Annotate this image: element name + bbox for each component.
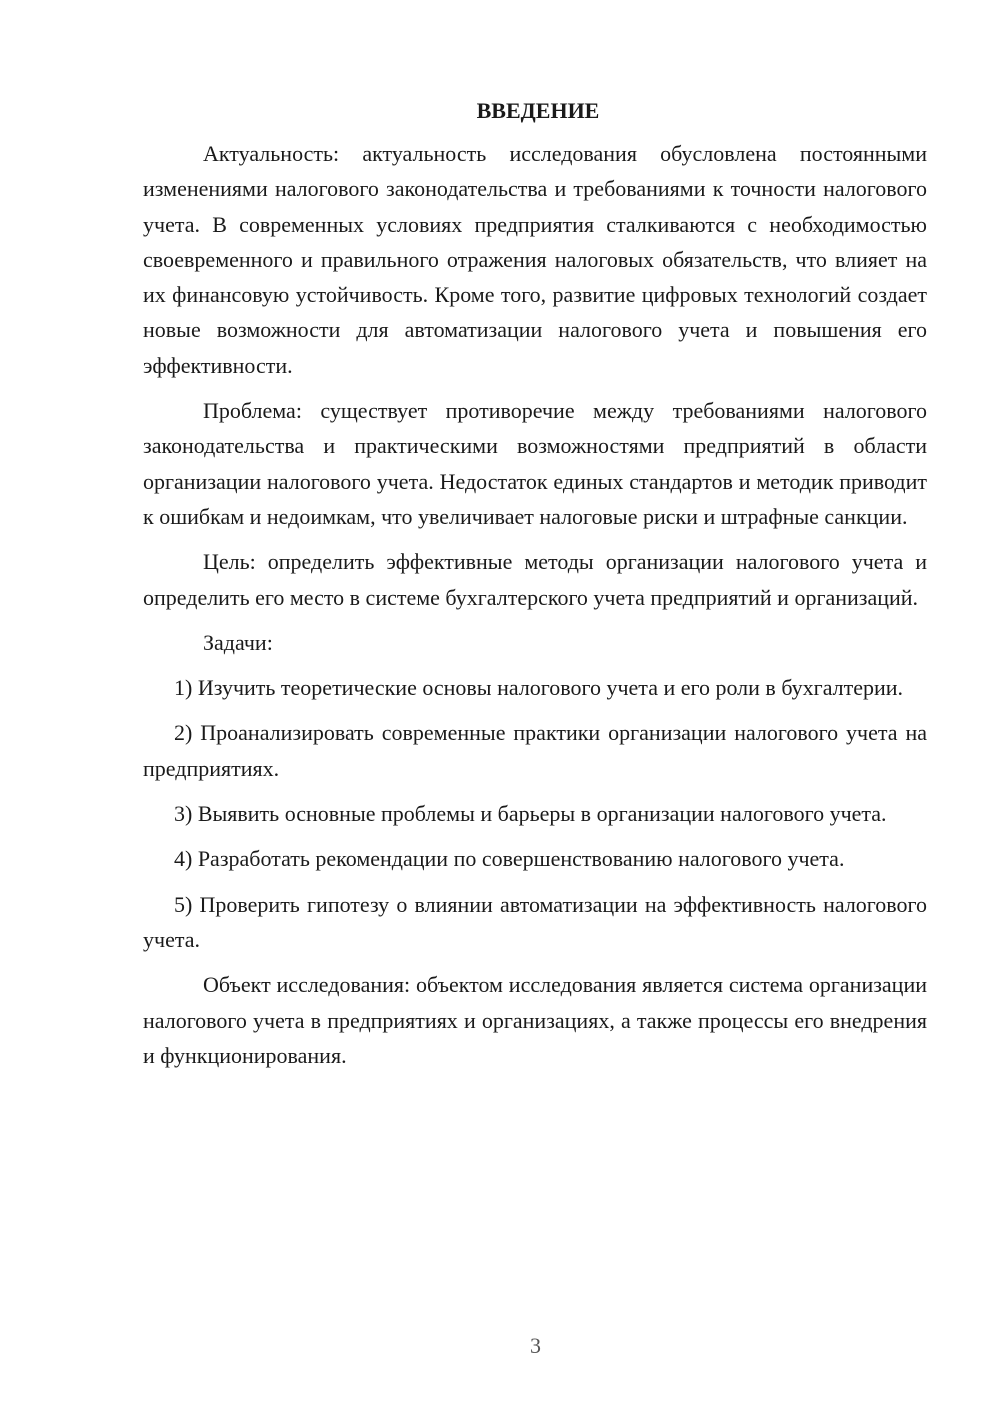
page-number: 3 (530, 1333, 541, 1358)
paragraph-object: Объект исследования: объектом исследования является система организации налогового учета в предприятиях и организациях, а также процессы его внедрения и функционирования. (143, 972, 927, 1068)
task-item: 5) Проверить гипотезу о влиянии автоматизации на эффективность налогового учета. (143, 891, 927, 952)
page-title: ВВЕДЕНИЕ (476, 98, 600, 123)
paragraph-relevance: Актуальность: актуальность исследования обусловлена постоянными изменениями налогового законодательства и требованиями к точности налогового учета. В современных условиях предприятия сталкиваются с необходимостью своевременного и правильного отражения налоговых обязательств, что влияет на их финансовую устойчивость. Кроме того, развитие цифровых технологий создает новые возможности для автоматизации налогового учета и повышения его эффективности. (143, 141, 927, 378)
tasks-heading: Задачи: (203, 629, 273, 655)
paragraph-problem: Проблема: существует противоречие между требованиями налогового законодательства и практическими возможностями предприятий в области организации налогового учета. Недостаток единых стандартов и методик приводит к ошибкам и недоимкам, что увеличивает налоговые риски и штрафные санкции. (143, 398, 927, 529)
page-content (143, 96, 927, 1083)
task-item: 4) Разработать рекомендации по совершенствованию налогового учета. (174, 846, 845, 872)
task-item: 1) Изучить теоретические основы налогового учета и его роли в бухгалтерии. (174, 675, 904, 701)
task-item: 2) Проанализировать современные практики организации налогового учета на предприятиях. (143, 720, 927, 781)
task-item: 3) Выявить основные проблемы и барьеры в организации налогового учета. (174, 801, 887, 827)
tasks-list (143, 670, 927, 957)
paragraph-goal: Цель: определить эффективные методы организации налогового учета и определить его место в системе бухгалтерского учета предприятий и организаций. (143, 549, 927, 610)
